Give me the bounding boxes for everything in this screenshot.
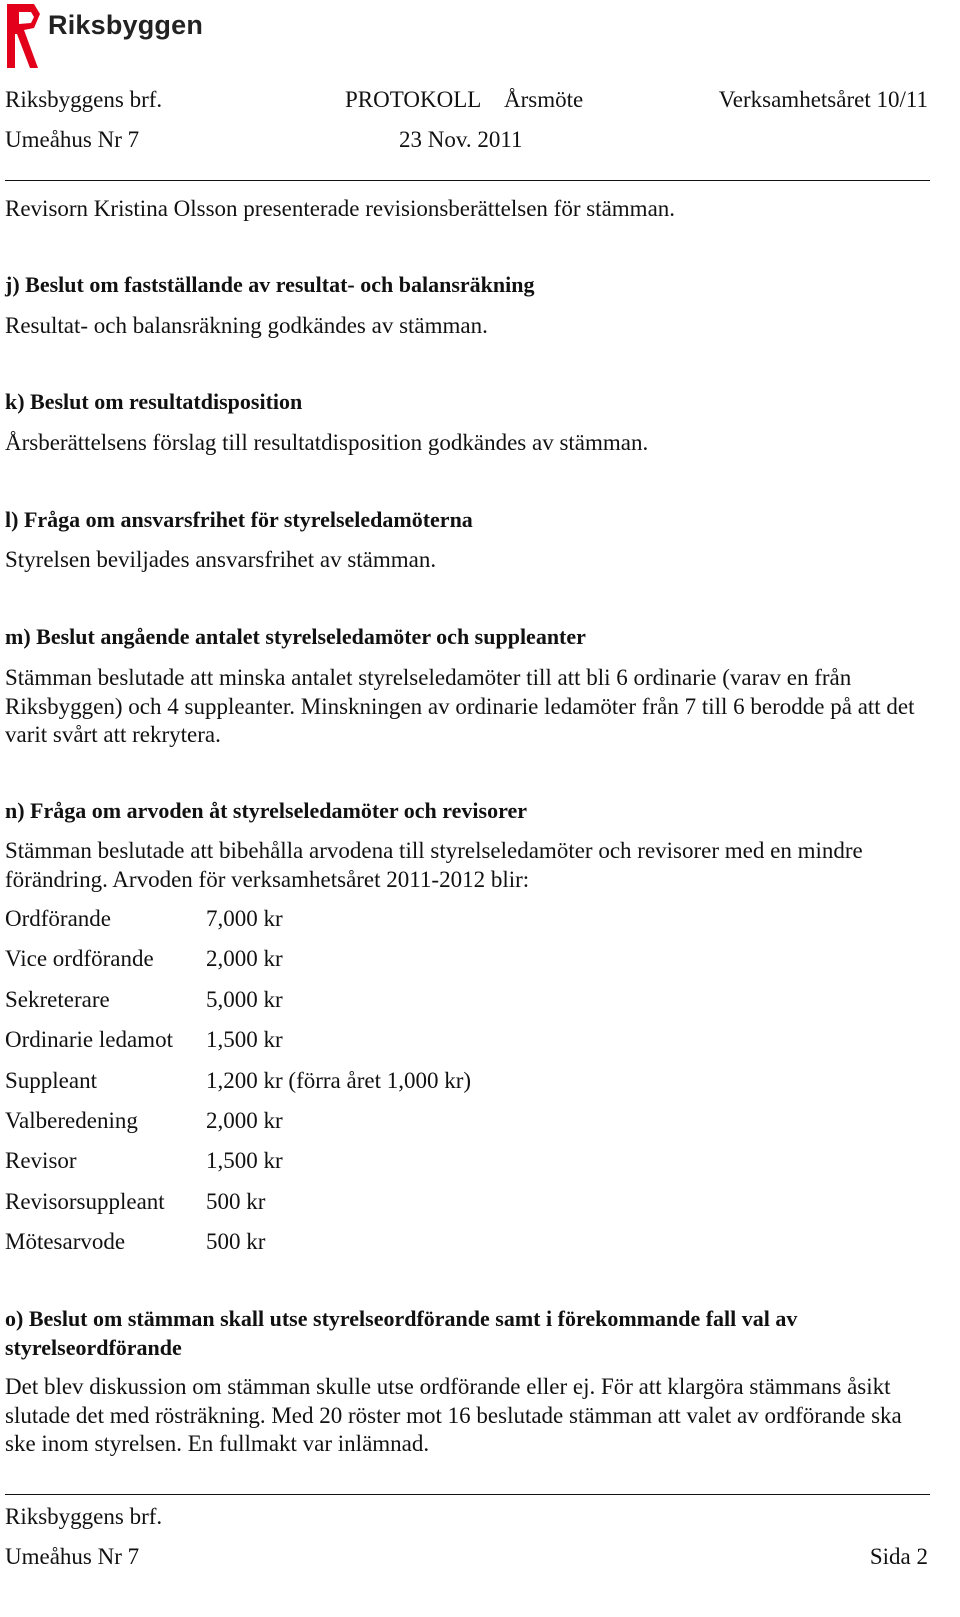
fee-row — [5, 1146, 605, 1176]
fee-row — [5, 985, 605, 1015]
section-j-heading: j) Beslut om fastställande av resultat- och balansräkning — [5, 272, 535, 297]
fee-role: Mötesarvode — [5, 1229, 126, 1254]
fee-role: Suppleant — [5, 1068, 97, 1093]
fee-amount: 1,500 kr — [206, 1148, 283, 1173]
fee-amount: 1,500 kr — [206, 1027, 283, 1052]
section-k-body: Årsberättelsens förslag till resultatdisposition godkändes av stämman. — [5, 430, 649, 455]
fee-amount: 500 kr — [206, 1189, 266, 1214]
section-k-heading: k) Beslut om resultatdisposition — [5, 389, 303, 414]
fee-amount: 7,000 kr — [206, 906, 283, 931]
fee-row — [5, 1187, 605, 1217]
footer-org: Riksbyggens brf. — [5, 1504, 163, 1529]
fee-amount: 2,000 kr — [206, 946, 283, 971]
footer-divider — [5, 1494, 930, 1495]
section-l-heading: l) Fråga om ansvarsfrihet för styrelseledamöterna — [5, 507, 473, 532]
header-association: Umeåhus Nr 7 — [5, 127, 140, 152]
section-l-body: Styrelsen beviljades ansvarsfrihet av stämman. — [5, 547, 437, 572]
intro-paragraph: Revisorn Kristina Olsson presenterade revisionsberättelsen för stämman. — [5, 196, 676, 221]
fee-role: Revisorsuppleant — [5, 1189, 165, 1214]
fee-row — [5, 1227, 605, 1257]
section-m-heading: m) Beslut angående antalet styrelseledamöter och suppleanter — [5, 624, 586, 649]
fee-role: Sekreterare — [5, 987, 110, 1012]
fee-row — [5, 904, 605, 934]
fee-amount: 500 kr — [206, 1229, 266, 1254]
header-meeting: Årsmöte — [504, 87, 584, 112]
fee-row — [5, 944, 605, 974]
fee-row — [5, 1066, 605, 1096]
section-n-body: Stämman beslutade att bibehålla arvodena till styrelseledamöter och revisorer med en mindre förändring. Arvoden för verksamhetsåret 2011-2012 blir: — [5, 838, 863, 892]
fee-row — [5, 1025, 605, 1055]
section-n-heading: n) Fråga om arvoden åt styrelseledamöter och revisorer — [5, 798, 527, 823]
section-j-body: Resultat- och balansräkning godkändes av stämman. — [5, 313, 488, 338]
section-m-body: Stämman beslutade att minska antalet styrelseledamöter till att bli 6 ordinarie (varav en från Riksbyggen) och 4 suppleanter. Minskningen av ordinarie ledamöter från 7 till 6 berodde på att det varit svårt att rekrytera. — [5, 665, 915, 747]
fee-amount: 5,000 kr — [206, 987, 283, 1012]
riksbyggen-logo — [4, 2, 214, 74]
fee-row — [5, 1106, 605, 1136]
fee-role: Valberedening — [5, 1108, 138, 1133]
fee-role: Revisor — [5, 1148, 77, 1173]
fee-role: Ordinarie ledamot — [5, 1027, 173, 1052]
header-fiscal-year: Verksamhetsåret 10/11 — [718, 87, 928, 112]
logo-wordmark: Riksbyggen — [48, 10, 204, 40]
header-org: Riksbyggens brf. — [5, 87, 163, 112]
fee-role: Vice ordförande — [5, 946, 154, 971]
fee-amount: 1,200 kr (förra året 1,000 kr) — [206, 1068, 472, 1093]
footer-association: Umeåhus Nr 7 — [5, 1544, 140, 1569]
section-o-heading: o) Beslut om stämman skall utse styrelseordförande samt i förekommande fall val av styrelseordförande — [5, 1306, 798, 1360]
fee-role: Ordförande — [5, 906, 112, 931]
section-o-body: Det blev diskussion om stämman skulle utse ordförande eller ej. För att klargöra stämmans åsikt slutade det med rösträkning. Med 20 röster mot 16 beslutade stämman att valet av ordförande ska ske inom styrelsen. En fullmakt var inlämnad. — [5, 1374, 902, 1456]
fee-amount: 2,000 kr — [206, 1108, 283, 1133]
header-doc-type: PROTOKOLL — [345, 87, 482, 112]
header-date: 23 Nov. 2011 — [399, 127, 523, 152]
footer-page-number: Sida 2 — [869, 1544, 928, 1569]
header-divider — [5, 180, 930, 181]
riksbyggen-flag-icon — [4, 2, 46, 74]
